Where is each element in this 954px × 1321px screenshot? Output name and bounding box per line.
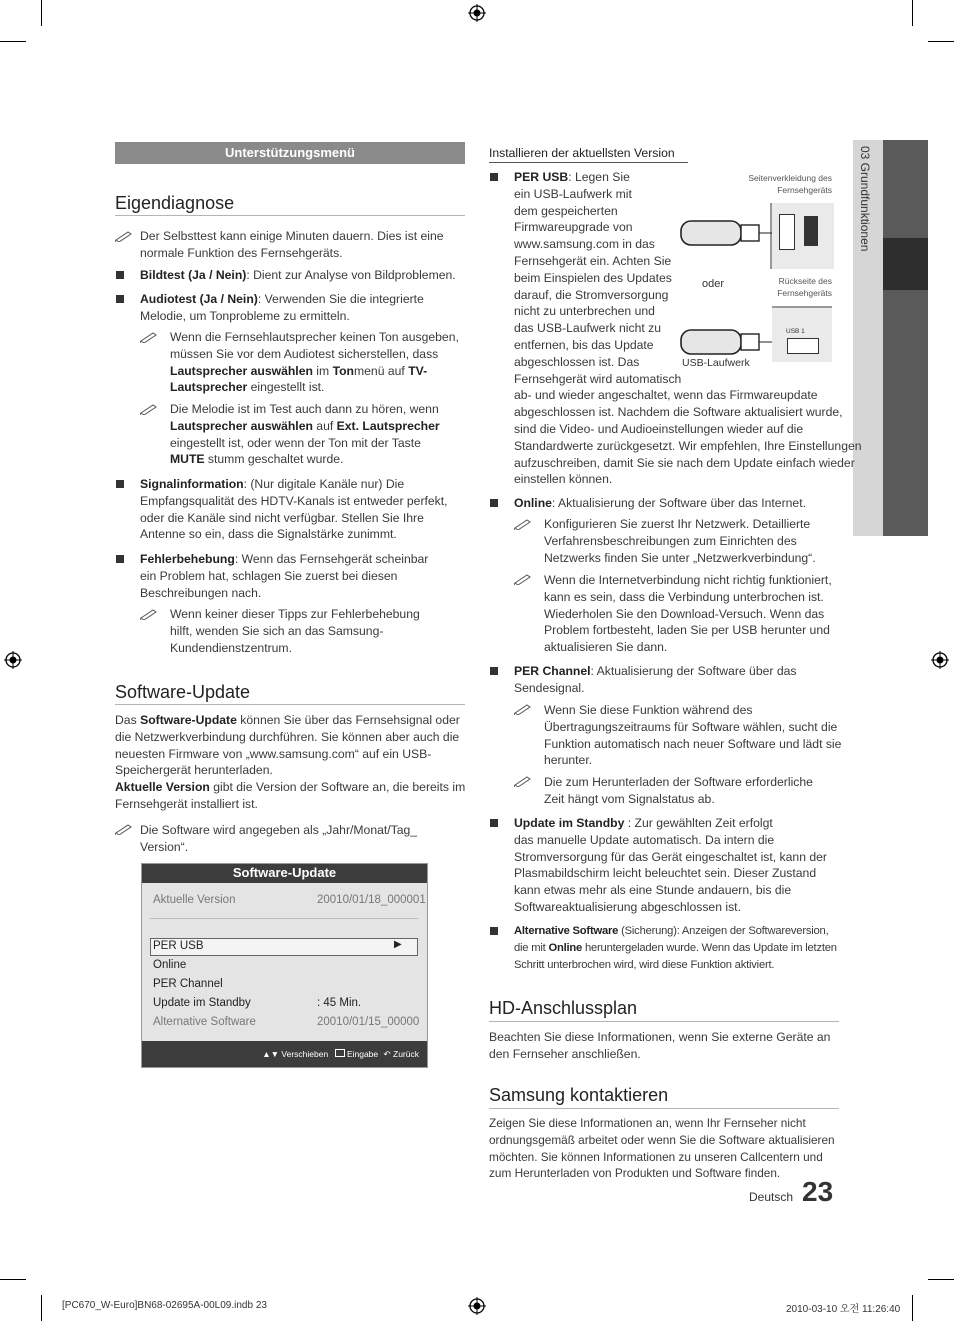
osd-item-alternative[interactable]: Alternative Software	[153, 1016, 256, 1028]
audiotest-item: Audiotest (Ja / Nein): Verwenden Sie die integrierte Melodie, um Tonprobleme zu ermitteln.	[140, 292, 424, 323]
perusb-item: PER USB: Legen Sie ein USB-Laufwerk mit dem gespeicherten Firmwareupgrade von www.samsung.com in das Fernsehgerät ein. Achten Sie beim Einspielen des Updates darauf, die Stromversorgung nicht zu unterbrechen und das USB-Laufwerk nicht zu entfernen, bis das Update abgeschlossen ist. Das Fernsehgerät wird automatisch ab- und wieder angeschaltet, wenn das Firmwareupdate abgeschlossen ist. Nachdem die Software aktualisiert wurde, sind die Video- und Audioeinstellungen wieder auf die Standardwerte zurückgesetzt. Wir empfehlen, Ihre Einstellungen aufzuschreiben, damit Sie sie nach dem Update einfach wieder einstellen können.	[514, 170, 862, 487]
install-heading: Installieren der aktuellsten Version	[489, 146, 675, 160]
osd-item-per-usb-label: PER USB	[153, 940, 204, 952]
perchannel-note-2: Die zum Herunterladen der Software erforderliche Zeit hängt vom Signalstatus ab.	[544, 775, 813, 806]
side-tab-dark	[883, 140, 928, 536]
usb-port-side	[779, 214, 795, 250]
standby-item: Update im Standby : Zur gewählten Zeit erfolgt das manuelle Update automatisch. Da intern die Stromversorgung für das Gerät eingeschaltet ist, kann der Plasmabildschirm leicht beleuchtet sein. Dieser Zustand kann etwas mehr als eine Stunde andauern, bis die Softwareaktualisierung abgeschlossen ist.	[514, 816, 827, 914]
note-pencil-icon	[140, 608, 160, 620]
bullet-icon	[490, 499, 498, 507]
alt-item: Alternative Software (Sicherung): Anzeigen der Softwareversion, die mit Online heruntergeladen wurde. Wenn das Update im letzten Schritt unterbrochen wird, wird diese Funktion aktiviert.	[514, 925, 837, 971]
signal-item: Signalinformation: (Nur digitale Kanäle nur) Die Empfangsqualität des HDTV-Kanals ist entweder perfekt, oder die Kanäle sind nicht verfügbar. Stellen Sie Ihre Antenne so ein, dass die Signalstärke zunimmt.	[140, 477, 448, 542]
usb-port-side-label	[804, 216, 818, 246]
note-pencil-icon	[514, 518, 534, 530]
side-panel-label: Seitenverkleidung des Fernsehgeräts	[748, 173, 832, 195]
side-tab-marker	[883, 238, 928, 290]
osd-title: Software-Update	[232, 865, 337, 880]
bullet-icon	[116, 271, 124, 279]
note-pencil-icon	[514, 703, 534, 715]
samsung-text: Zeigen Sie diese Informationen an, wenn Ihr Fernseher nicht ordnungsgemäß arbeitet oder wenn Sie die Software aktualisieren möchten. Sie können Informationen zu unseren Callcentern und zum Herunterladen von Produkten und Software finden.	[489, 1116, 835, 1181]
samsung-title: Samsung kontaktieren	[489, 1085, 669, 1105]
bildtest-item: Bildtest (Ja / Nein): Dient zur Analyse von Bildproblemen.	[140, 268, 456, 282]
registration-mark-icon	[468, 1297, 486, 1315]
osd-footer-hints: ▲▼ Verschieben Eingabe ↶ Zurück	[262, 1049, 419, 1059]
side-tab-label: 03 Grundfunktionen	[858, 146, 872, 252]
print-date-info: 2010-03-10 오전 11:26:40	[786, 1304, 901, 1315]
move-icon: ▲▼	[262, 1049, 280, 1059]
bullet-icon	[490, 819, 498, 827]
audiotest-note-2: Die Melodie ist im Test auch dann zu hören, wenn Lautsprecher auswählen auf Ext. Lautsprecher eingestellt ist, oder wenn der Ton mit der Taste MUTE stumm geschaltet wurde.	[170, 402, 440, 467]
osd-separator	[150, 918, 418, 919]
online-item: Online: Aktualisierung der Software über das Internet.	[514, 496, 806, 510]
perchannel-note-1: Wenn Sie diese Funktion während des Übertragungszeitraums für Software wählen, sucht die Funktion automatisch nach neuer Software und lädt sie herunter.	[544, 703, 842, 768]
osd-menu	[141, 863, 428, 1068]
osd-alt-value: 20010/01/15_00000	[317, 1016, 420, 1028]
software-update-title: Software-Update	[115, 682, 251, 702]
section-banner: Unterstützungsmenü	[115, 142, 465, 164]
bullet-icon	[490, 927, 498, 935]
osd-current-value: 20010/01/18_000001	[317, 894, 426, 906]
registration-mark-icon	[468, 4, 486, 22]
bullet-icon	[116, 295, 124, 303]
return-icon: ↶	[383, 1049, 391, 1059]
usb-drive-icon[interactable]	[680, 218, 772, 248]
fehler-note: Wenn keiner dieser Tipps zur Fehlerbehebung hilft, wenden Sie sich an das Samsung- Kundendienstzentrum.	[170, 607, 420, 655]
registration-mark-icon	[931, 651, 949, 669]
hd-text: Beachten Sie diese Informationen, wenn Sie externe Geräte an den Fernseher anschließen.	[489, 1030, 831, 1061]
usb-drive-icon[interactable]	[680, 327, 772, 357]
osd-item-standby[interactable]: Update im Standby	[153, 997, 251, 1009]
arrow-right-icon: ▶	[394, 939, 402, 950]
note-pencil-icon	[514, 775, 534, 787]
back-panel-label: Rückseite des Fernsehgeräts	[777, 276, 832, 298]
osd-item-per-channel[interactable]: PER Channel	[153, 978, 223, 990]
perchannel-item: PER Channel: Aktualisierung der Software über das Sendesignal.	[514, 664, 797, 695]
print-file-info: [PC670_W-Euro]BN68-02695A-00L09.indb 23	[62, 1300, 267, 1311]
enter-icon	[335, 1049, 345, 1057]
fehler-item: Fehlerbehebung: Wenn das Fernsehgerät scheinbar ein Problem hat, schlagen Sie zuerst bei diesen Beschreibungen nach.	[140, 552, 429, 600]
osd-standby-value: : 45 Min.	[317, 997, 362, 1009]
usb-port-back	[787, 338, 819, 354]
note-pencil-icon	[514, 573, 534, 585]
footer-language: Deutsch	[749, 1190, 794, 1204]
eigendiagnose-title: Eigendiagnose	[115, 193, 235, 213]
audiotest-note-1: Wenn die Fernsehlautsprecher keinen Ton ausgeben, müssen Sie vor dem Audiotest sicherstellen, dass Lautsprecher auswählen im Tonmenü auf TV- Lautsprecher eingestellt ist.	[170, 330, 459, 395]
bullet-icon	[116, 555, 124, 563]
bullet-icon	[116, 480, 124, 488]
note-pencil-icon	[115, 823, 135, 835]
usb-drive-label: USB-Laufwerk	[682, 357, 750, 369]
software-note: Die Software wird angegeben als „Jahr/Monat/Tag_ Version“.	[140, 823, 418, 854]
online-note-2: Wenn die Internetverbindung nicht richtig funktioniert, kann es sein, dass die Verbindung unterbrochen ist. Wiederholen Sie den Download-Versuch. Wenn das Problem fortbesteht, laden Sie per USB herunter und aktualisieren Sie dann.	[544, 573, 832, 655]
osd-item-online[interactable]: Online	[153, 959, 187, 971]
online-note-1: Konfigurieren Sie zuerst Ihr Netzwerk. Detaillierte Verfahrensbeschreibungen zum Einrichten des Netzwerks finden Sie unter „Netzwerkverbindung“.	[544, 517, 816, 565]
bullet-icon	[490, 173, 498, 181]
note-text: Der Selbsttest kann einige Minuten dauern. Dies ist eine normale Funktion des Fernsehgeräts.	[140, 229, 444, 260]
note-pencil-icon	[140, 403, 160, 415]
oder-label: oder	[702, 278, 725, 290]
hd-title: HD-Anschlussplan	[489, 998, 638, 1018]
usb-port-back-label: USB 1	[786, 328, 805, 335]
page-number: 23	[802, 1176, 834, 1207]
note-pencil-icon	[140, 331, 160, 343]
registration-mark-icon	[4, 651, 22, 669]
software-paragraph-1: Das Software-Update können Sie über das Fernsehsignal oder die Netzwerkverbindung durchführen. Sie können aber auch die neuesten Firmware von „www.samsung.com“ auf ein USB- Speichergerät herunterladen. Aktuelle Version gibt die Version der Software an, die bereits im Fernsehgerät installiert ist.	[115, 713, 466, 811]
osd-current-label: Aktuelle Version	[153, 894, 236, 906]
bullet-icon	[490, 667, 498, 675]
note-pencil-icon	[115, 230, 135, 242]
